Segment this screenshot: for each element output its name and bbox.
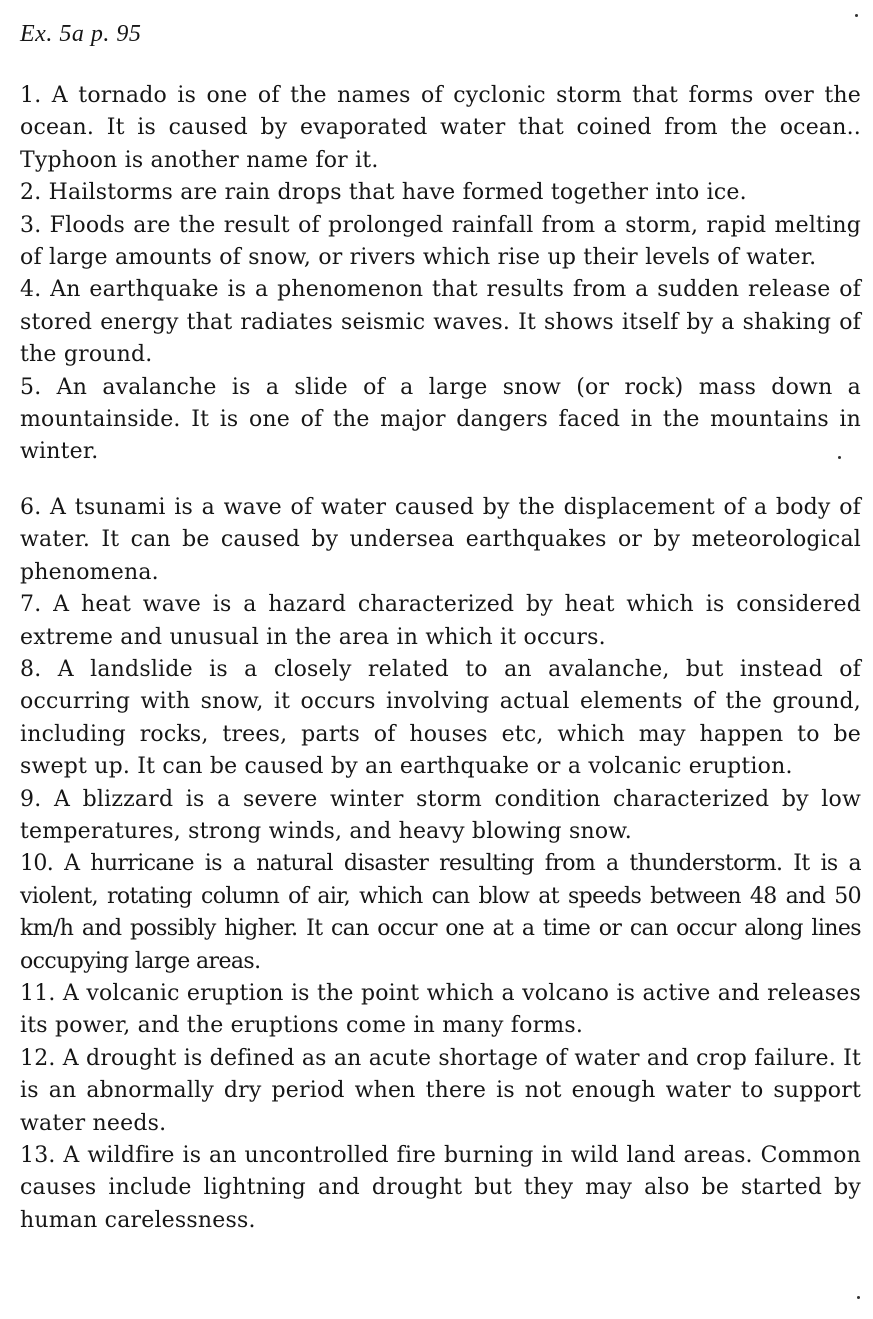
item-wildfire: 13. A wildfire is an uncontrolled fire burning in wild land areas. Common causes include lightning and drought but they may also be started by human carelessness.	[20, 1143, 861, 1233]
item-landslide: 8. A landslide is a closely related to an avalanche, but instead of occurring with snow, it occurs involving actual elements of the ground, including rocks, trees, parts of houses etc, which may happen to be swept up. It can be caused by an earthquake or a volcanic eruption.	[20, 656, 861, 780]
item-hurricane: 10. A hurricane is a natural disaster resulting from a thunderstorm. It is a violent, rotating column of air, which can blow at speeds between 48 and 50 km/h and possibly higher. It can occur one at a time or can occur along lines occupying large areas.	[20, 851, 861, 974]
item-floods: 3. Floods are the result of prolonged rainfall from a storm, rapid melting of large amounts of snow, or rivers which rise up their levels of water.	[20, 212, 861, 271]
item-tornado: 1. A tornado is one of the names of cyclonic storm that forms over the ocean. It is caused by evaporated water that coined from the ocean.. Typhoon is another name for it.	[20, 83, 861, 173]
item-avalanche: 5. An avalanche is a slide of a large snow (or rock) mass down a mountainside. It is one of the major dangers faced in the mountains in winter.	[20, 374, 861, 465]
scan-speck	[838, 456, 841, 459]
item-drought: 12. A drought is defined as an acute shortage of water and crop failure. It is an abnormally dry period when there is not enough water to support water needs.	[20, 1045, 862, 1136]
exercise-heading: Ex. 5a p. 95	[20, 21, 142, 47]
item-heat-wave: 7. A heat wave is a hazard characterized by heat which is considered extreme and unusual in the area in which it occurs.	[20, 592, 861, 650]
item-tsunami: 6. A tsunami is a wave of water caused by the displacement of a body of water. It can be caused by undersea earthquakes or by meteorological phenomena.	[20, 494, 861, 585]
item-blizzard: 9. A blizzard is a severe winter storm condition characterized by low temperatures, strong winds, and heavy blowing snow.	[20, 786, 861, 844]
scan-speck	[857, 1296, 860, 1299]
item-hailstorms: 2. Hailstorms are rain drops that have formed together into ice.	[20, 180, 747, 206]
item-earthquake: 4. An earthquake is a phenomenon that results from a sudden release of stored energy that radiates seismic waves. It shows itself by a shaking of the ground.	[20, 277, 861, 368]
item-volcanic-eruption: 11. A volcanic eruption is the point which a volcano is active and releases its power, and the eruptions come in many forms.	[20, 980, 861, 1039]
scan-speck	[855, 14, 858, 17]
